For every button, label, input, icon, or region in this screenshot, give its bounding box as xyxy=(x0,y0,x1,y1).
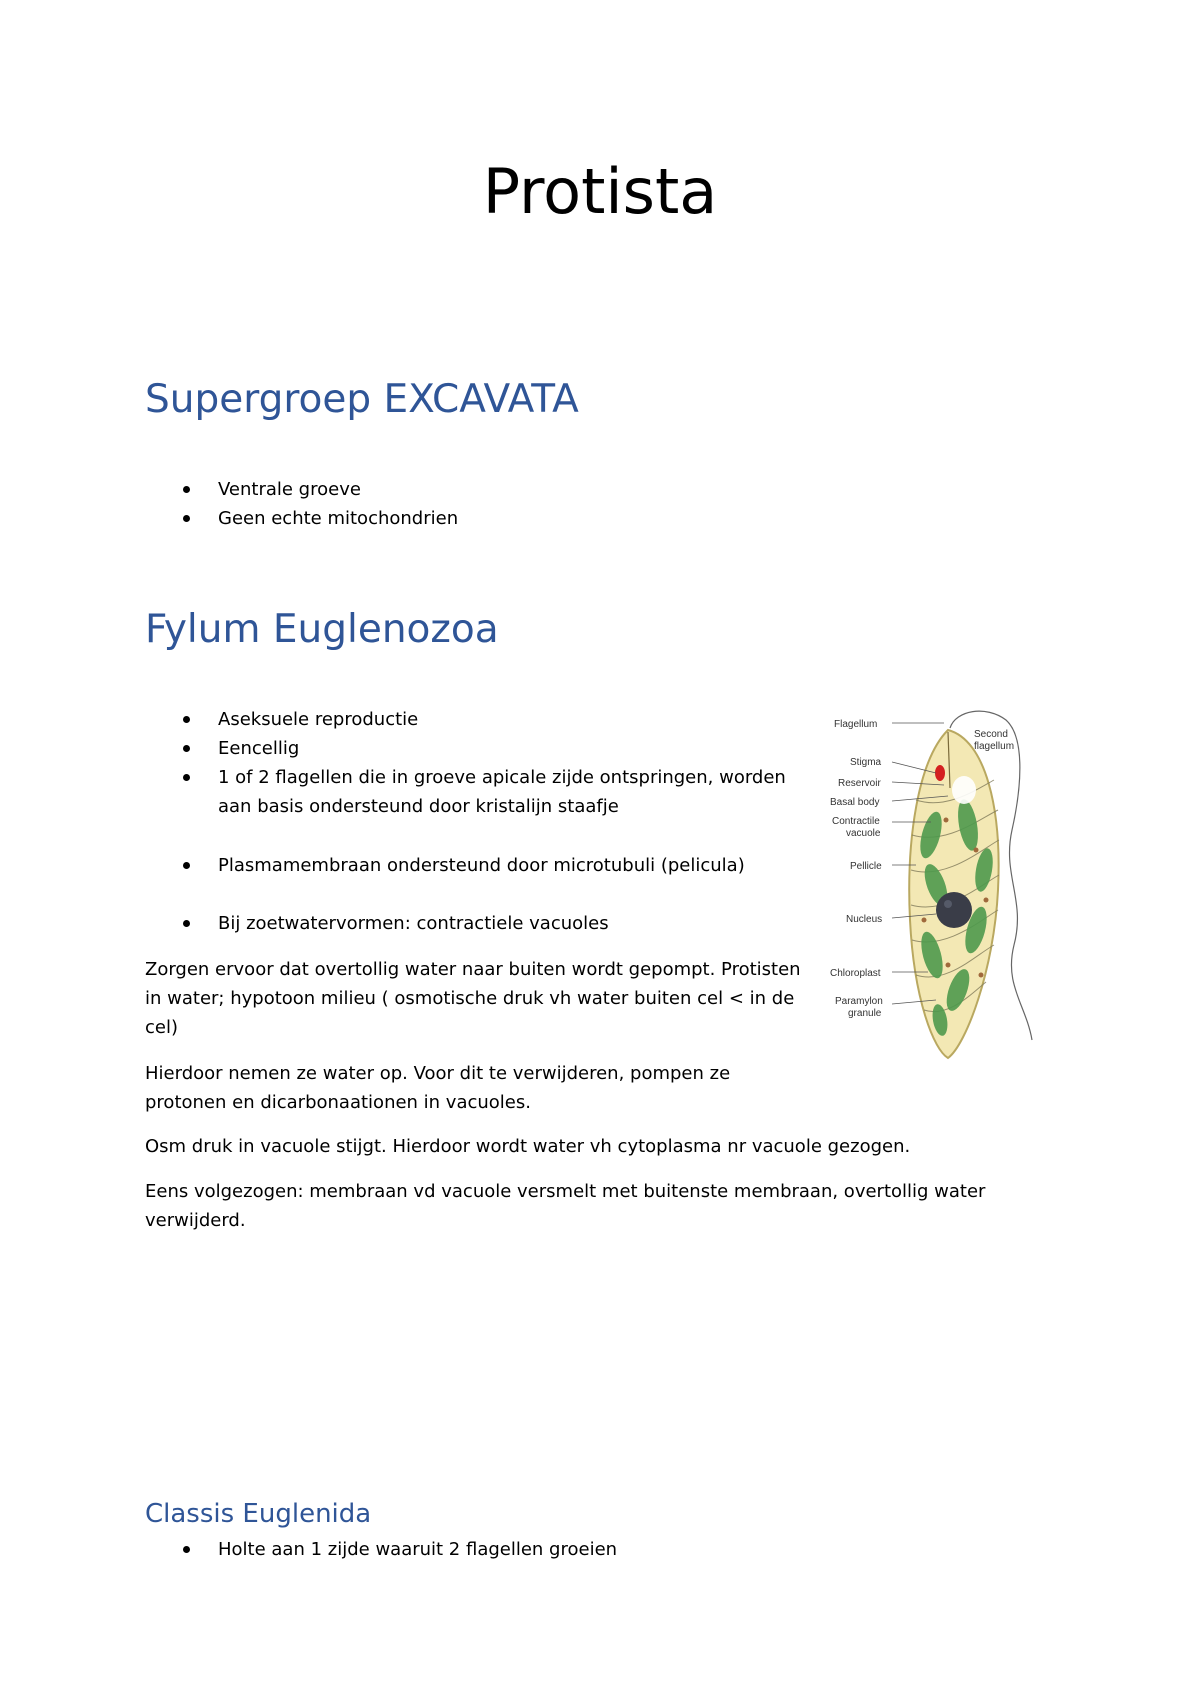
bullet-icon xyxy=(183,1546,190,1553)
stigma xyxy=(935,765,945,781)
label-paramylon-granule: Paramylon xyxy=(835,996,883,1007)
paragraph-osmotic-pressure: Osm druk in vacuole stijgt. Hierdoor wordt water vh cytoplasma nr vacuole gezogen. xyxy=(145,1136,911,1157)
list-item: Holte aan 1 zijde waaruit 2 flagellen groeien xyxy=(145,1535,617,1564)
euglenozoa-bullet-list-2 xyxy=(145,851,805,880)
label-flagellum: Flagellum xyxy=(834,719,878,730)
nucleus xyxy=(936,892,972,928)
label-second-flagellum-2: flagellum xyxy=(974,741,1015,752)
bullet-icon xyxy=(183,716,190,723)
euglenozoa-bullet-list-3 xyxy=(145,909,805,938)
list-item: Plasmamembraan ondersteund door microtubuli (pelicula) xyxy=(145,851,805,880)
bullet-icon xyxy=(183,862,190,869)
list-item: Eencellig xyxy=(145,734,805,763)
label-chloroplast: Chloroplast xyxy=(830,968,881,979)
label-reservoir: Reservoir xyxy=(838,778,881,789)
bullet-icon xyxy=(183,745,190,752)
bullet-icon xyxy=(183,920,190,927)
euglenida-bullet-list xyxy=(145,1535,617,1564)
label-paramylon-granule-2: granule xyxy=(848,1008,882,1019)
label-pellicle: Pellicle xyxy=(850,861,882,872)
bullet-icon xyxy=(183,774,190,781)
label-contractile-vacuole: Contractile xyxy=(832,816,880,827)
label-stigma: Stigma xyxy=(850,757,882,768)
list-item: Ventrale groeve xyxy=(145,475,458,504)
euglena-illustration xyxy=(830,700,1036,1085)
euglena-diagram xyxy=(830,700,1036,1085)
bullet-icon xyxy=(183,515,190,522)
paragraph-membrane-fusion: Eens volgezogen: membraan vd vacuole versmelt met buitenste membraan, overtollig water verwijderd. xyxy=(145,1181,986,1231)
list-item: Bij zoetwatervormen: contractiele vacuoles xyxy=(145,909,805,938)
heading-fylum-euglenozoa: Fylum Euglenozoa xyxy=(145,607,499,652)
paragraph-water-uptake: Hierdoor nemen ze water op. Voor dit te verwijderen, pompen ze protonen en dicarbonaationen in vacuoles. xyxy=(145,1063,731,1113)
list-item: 1 of 2 flagellen die in groeve apicale zijde ontspringen, worden aan basis ondersteund door kristalijn staafje xyxy=(145,763,805,821)
list-item: Geen echte mitochondrien xyxy=(145,504,458,533)
list-item: Aseksuele reproductie xyxy=(145,705,805,734)
label-nucleus: Nucleus xyxy=(846,914,883,925)
euglenozoa-bullet-list xyxy=(145,705,805,821)
excavata-bullet-list xyxy=(145,475,458,533)
paragraph-contractile-vacuoles: Zorgen ervoor dat overtollig water naar buiten wordt gepompt. Protisten in water; hypotoon milieu ( osmotische druk vh water buiten cel < in de cel) xyxy=(145,959,801,1038)
bullet-icon xyxy=(183,486,190,493)
label-second-flagellum: Second xyxy=(974,729,1008,740)
label-basal-body: Basal body xyxy=(830,797,880,808)
document-title: Protista xyxy=(482,155,718,228)
label-contractile-vacuole-2: vacuole xyxy=(846,828,881,839)
contractile-vacuole xyxy=(952,776,976,804)
heading-classis-euglenida: Classis Euglenida xyxy=(145,1499,372,1529)
heading-supergroep-excavata: Supergroep EXCAVATA xyxy=(145,377,579,422)
